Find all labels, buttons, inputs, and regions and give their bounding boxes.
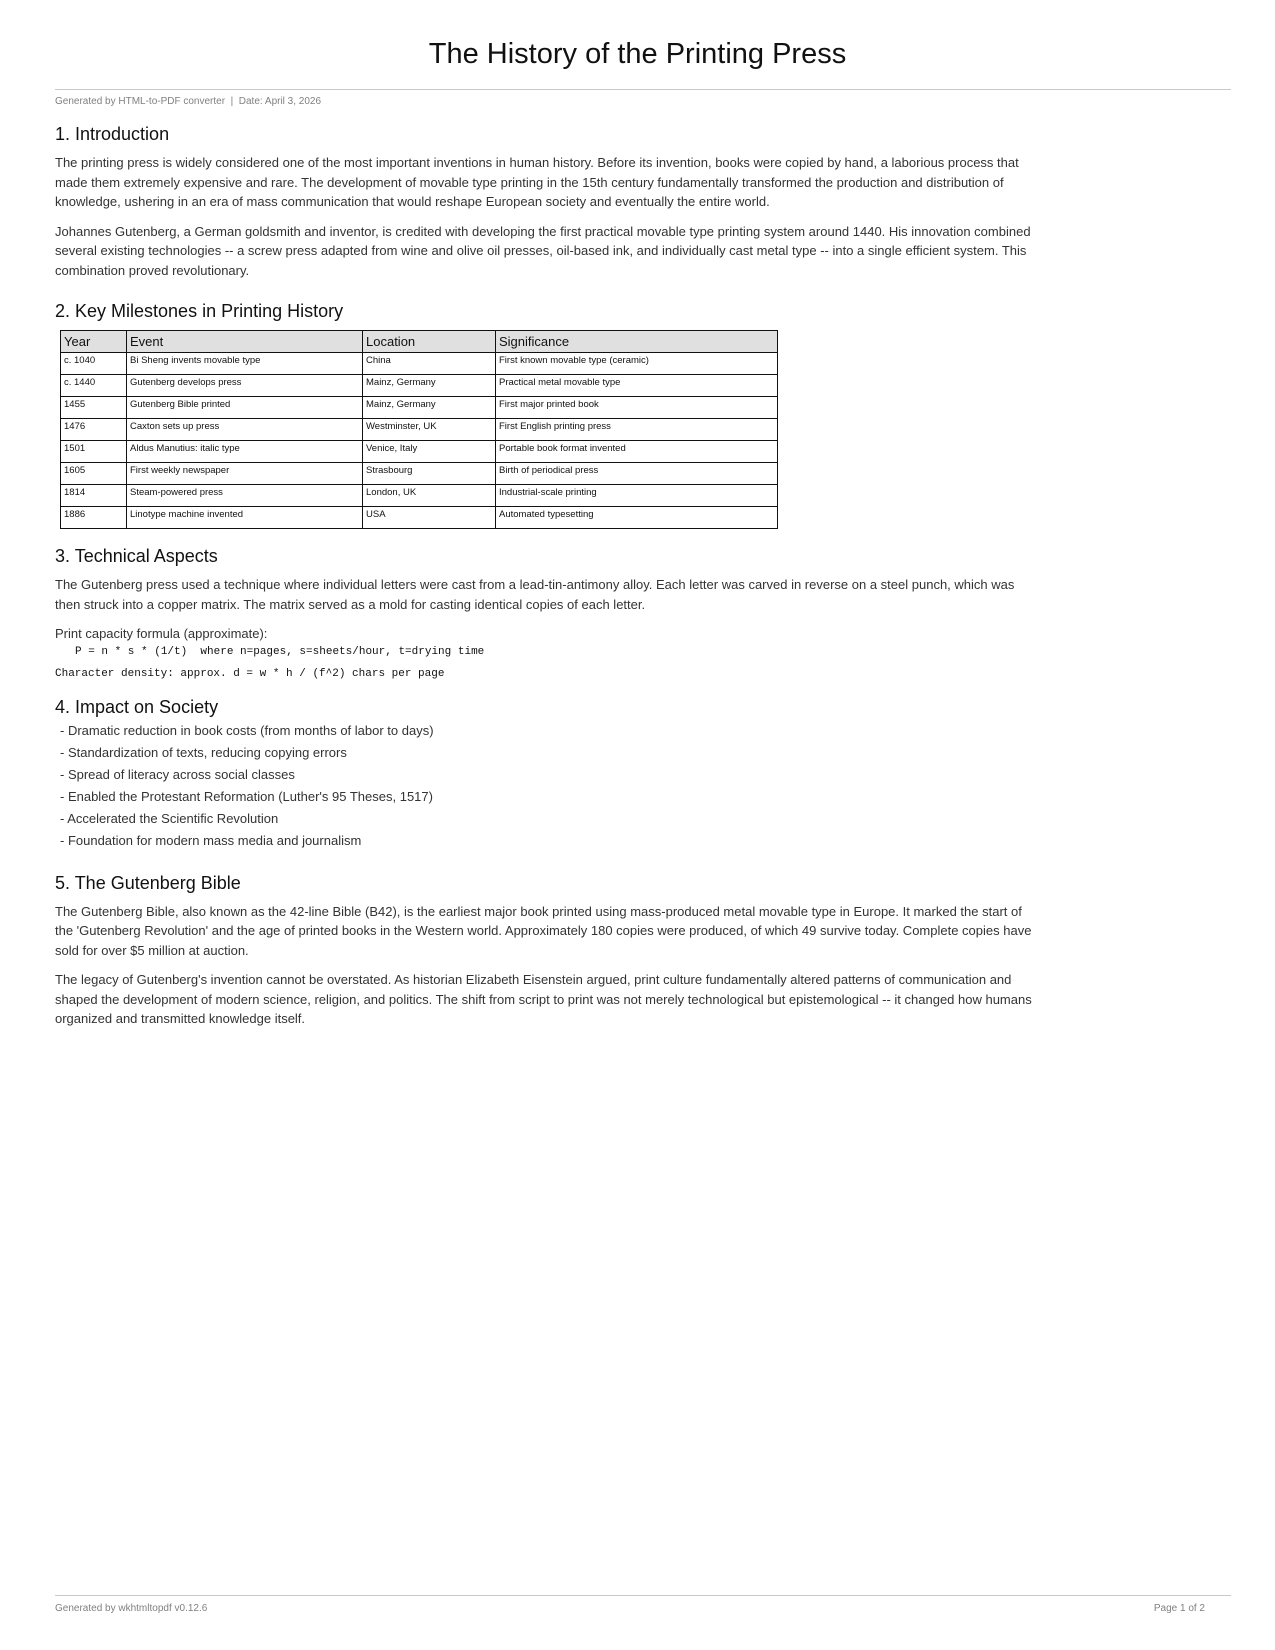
table-row	[61, 375, 778, 397]
cell-location: China	[363, 353, 496, 375]
column-header-year: Year	[61, 331, 127, 353]
page-title: The History of the Printing Press	[428, 38, 847, 70]
table-row	[61, 463, 778, 485]
cell-year: 1814	[61, 485, 127, 507]
table-row	[61, 485, 778, 507]
cell-location: Strasbourg	[363, 463, 496, 485]
paragraph: The printing press is widely considered one of the most important inventions in human history. Before its invention, books were copied by hand, a laborious process that made them extremely expensive and rare. The development of movable type printing in the 15th century fundamentally transformed the production and distribution of knowledge, ushering in an era of mass communication that would reshape European society and eventually the entire world.	[55, 155, 1019, 209]
document-meta: Generated by HTML-to-PDF converter | Date: April 3, 2026	[55, 96, 322, 107]
paragraph: Johannes Gutenberg, a German goldsmith and inventor, is credited with developing the first practical movable type printing system around 1440. His innovation combined several existing technologies -- a screw press adapted from wine and olive oil presses, oil-based ink, and individually cast metal type -- into a single efficient system. This combination proved revolutionary.	[55, 223, 1031, 278]
section-gutenberg-bible	[55, 872, 1040, 1029]
cell-significance: First major printed book	[496, 397, 778, 419]
section-heading: 4. Impact on Society	[55, 696, 219, 717]
density-formula: Character density: approx. d = w * h / (f^2) chars per page	[55, 667, 445, 680]
cell-year: 1605	[61, 463, 127, 485]
title-divider	[55, 89, 1231, 90]
section-heading: 1. Introduction	[55, 124, 170, 144]
cell-location: Venice, Italy	[363, 441, 496, 463]
column-header-event: Event	[127, 331, 363, 353]
cell-location: Mainz, Germany	[363, 397, 496, 419]
cell-year: c. 1440	[61, 375, 127, 397]
section-heading: 2. Key Milestones in Printing History	[55, 301, 344, 321]
cell-event: Aldus Manutius: italic type	[127, 441, 363, 463]
table-row	[61, 507, 778, 529]
cell-event: Steam-powered press	[127, 485, 363, 507]
cell-event: Caxton sets up press	[127, 419, 363, 441]
cell-event: Gutenberg Bible printed	[127, 397, 363, 419]
cell-significance: Industrial-scale printing	[496, 485, 778, 507]
impact-list	[60, 720, 1040, 852]
table-header-row	[61, 331, 778, 353]
section-milestones	[55, 300, 1040, 529]
list-item: - Standardization of texts, reducing copying errors	[60, 744, 347, 760]
table-row	[61, 441, 778, 463]
paragraph: The Gutenberg Bible, also known as the 42-line Bible (B42), is the earliest major book printed using mass-produced metal movable type in Europe. It marked the start of the 'Gutenberg Revolution' and the age of printed books in the Western world. Approximately 180 copies were produced, of which 49 survive today. Complete copies have sold for over $5 million at auction.	[55, 903, 1032, 958]
cell-year: 1476	[61, 419, 127, 441]
cell-year: 1886	[61, 507, 127, 529]
table-row	[61, 353, 778, 375]
cell-location: Mainz, Germany	[363, 375, 496, 397]
formula-label: Print capacity formula (approximate):	[55, 626, 268, 641]
list-item: - Dramatic reduction in book costs (from months of labor to days)	[60, 722, 434, 738]
cell-event: Bi Sheng invents movable type	[127, 353, 363, 375]
section-heading: 3. Technical Aspects	[55, 546, 218, 566]
cell-significance: Birth of periodical press	[496, 463, 778, 485]
cell-location: Westminster, UK	[363, 419, 496, 441]
milestones-table	[60, 330, 778, 529]
cell-location: USA	[363, 507, 496, 529]
column-header-location: Location	[363, 331, 496, 353]
section-technical	[55, 545, 1040, 680]
column-header-significance: Significance	[496, 331, 778, 353]
page-number: Page 1 of 2	[1153, 1603, 1205, 1614]
cell-significance: Practical metal movable type	[496, 375, 778, 397]
cell-event: Linotype machine invented	[127, 507, 363, 529]
cell-location: London, UK	[363, 485, 496, 507]
table-row	[61, 419, 778, 441]
list-item: - Accelerated the Scientific Revolution	[60, 810, 279, 826]
section-heading: 5. The Gutenberg Bible	[55, 872, 241, 893]
cell-event: Gutenberg develops press	[127, 375, 363, 397]
list-item: - Spread of literacy across social classes	[60, 766, 295, 782]
cell-significance: Portable book format invented	[496, 441, 778, 463]
formula: P = n * s * (1/t) where n=pages, s=sheets/hour, t=drying time	[75, 645, 485, 658]
cell-year: c. 1040	[61, 353, 127, 375]
document-body	[55, 123, 1040, 1049]
section-introduction	[55, 123, 1040, 280]
cell-year: 1501	[61, 441, 127, 463]
list-item: - Enabled the Protestant Reformation (Luther's 95 Theses, 1517)	[60, 788, 433, 804]
footer-divider	[55, 1595, 1231, 1596]
cell-significance: Automated typesetting	[496, 507, 778, 529]
table-row	[61, 397, 778, 419]
cell-year: 1455	[61, 397, 127, 419]
cell-significance: First English printing press	[496, 419, 778, 441]
section-impact	[55, 696, 1040, 852]
footer-generator: Generated by wkhtmltopdf v0.12.6	[55, 1603, 208, 1614]
list-item: - Foundation for modern mass media and journalism	[60, 832, 362, 848]
paragraph: The Gutenberg press used a technique where individual letters were cast from a lead-tin-antimony alloy. Each letter was carved in reverse on a steel punch, which was then struck into a copper matrix. The matrix served as a mold for casting identical copies of each letter.	[55, 577, 1015, 612]
paragraph: The legacy of Gutenberg's invention cannot be overstated. As historian Elizabeth Eisenstein argued, print culture fundamentally altered patterns of communication and shaped the development of modern science, religion, and politics. The shift from script to print was not merely technological but epistemological -- it changed how humans organized and transmitted knowledge itself.	[55, 972, 1032, 1026]
cell-significance: First known movable type (ceramic)	[496, 353, 778, 375]
cell-event: First weekly newspaper	[127, 463, 363, 485]
